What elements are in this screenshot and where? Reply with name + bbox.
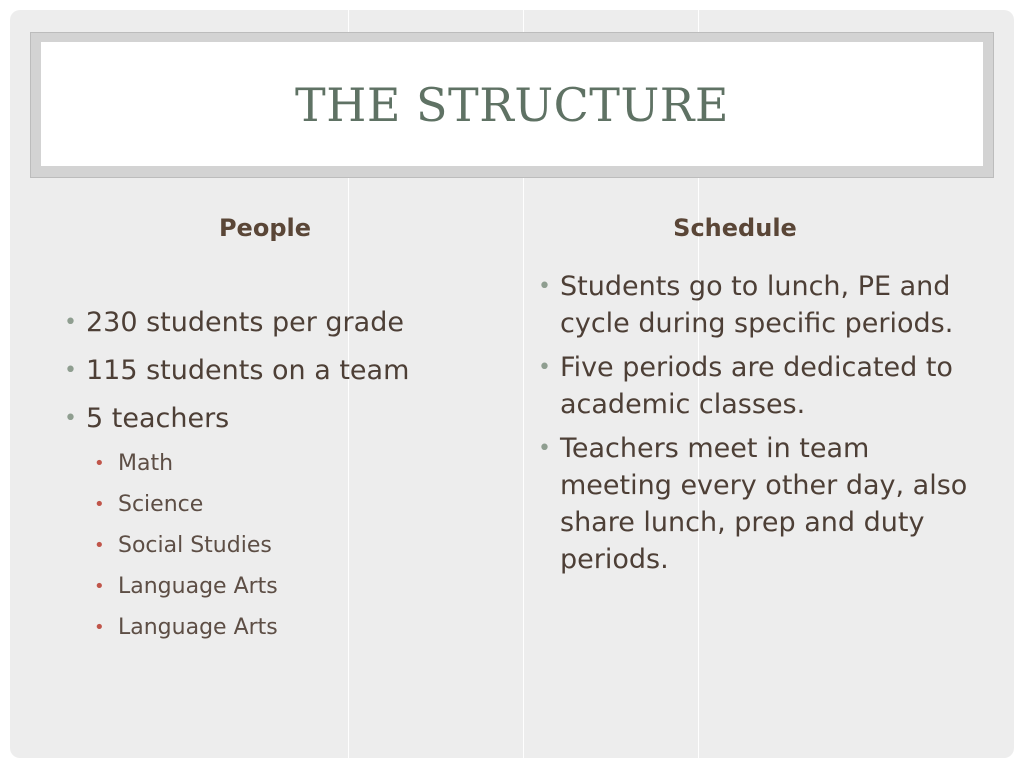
teacher-item: • Social Studies	[86, 525, 502, 566]
title-frame	[30, 32, 994, 178]
title-box	[41, 42, 983, 166]
people-item-label: 5 teachers	[86, 403, 230, 434]
teacher-item: • Language Arts	[86, 566, 502, 607]
people-item-teachers	[62, 395, 502, 648]
schedule-list	[536, 268, 976, 585]
schedule-heading: Schedule	[673, 214, 797, 242]
teacher-item: • Science	[86, 484, 502, 525]
people-item: • 115 students on a team	[62, 347, 502, 395]
schedule-item: • Teachers meet in team meeting every other day, also share lunch, prep and duty periods.	[536, 430, 976, 578]
teacher-item: • Math	[86, 443, 502, 484]
people-list	[62, 299, 502, 648]
people-heading: People	[218, 214, 312, 242]
teacher-item: • Language Arts	[86, 607, 502, 648]
teacher-list	[86, 443, 502, 648]
slide-title: THE STRUCTURE	[295, 78, 729, 132]
schedule-item: • Students go to lunch, PE and cycle during specific periods.	[536, 268, 976, 342]
schedule-item: • Five periods are dedicated to academic classes.	[536, 349, 976, 423]
people-item: • 230 students per grade	[62, 299, 502, 347]
